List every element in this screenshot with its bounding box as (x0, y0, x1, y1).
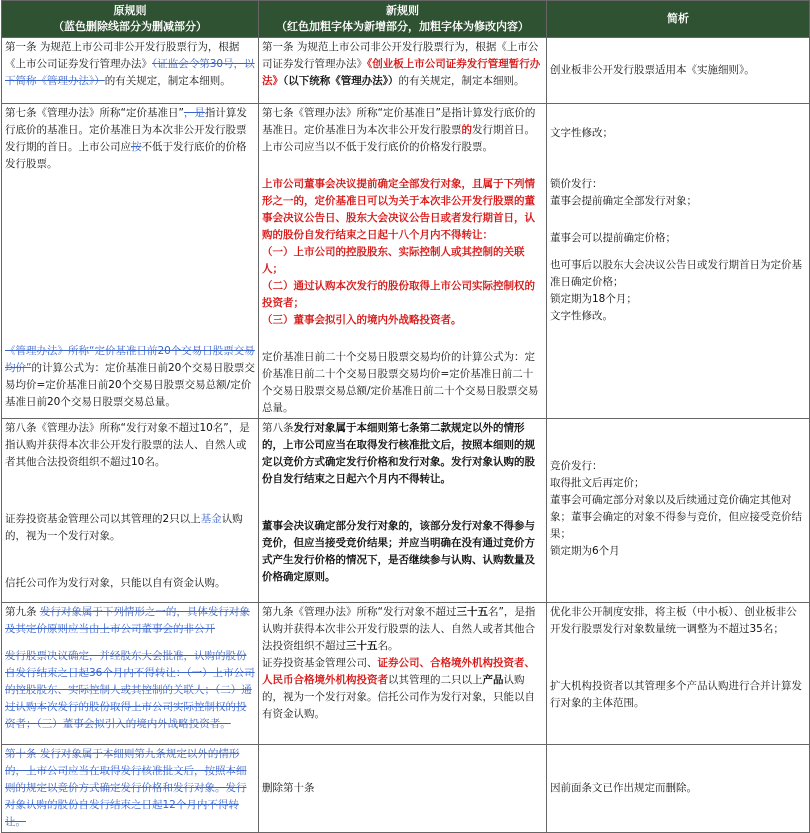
analysis-cell (547, 745, 810, 833)
added-text: （一）上市公司的控股股东、实际控制人或其控制的关联人； (262, 246, 525, 275)
new-text: 第八条 (262, 422, 294, 434)
table-row (2, 419, 810, 603)
old-text: 认购的，视为一个发行对象。 (5, 513, 243, 542)
new-text: 认购的，视为一个发行对象。信托公司作为发行对象，只能以自有资金认购。 (262, 674, 535, 720)
analysis-text: 董事会可确定部分对象以及后续通过竞价确定其他对象；董事会确定的对象不得参与竞价，但应接受竞价结果； (550, 494, 802, 540)
old-text: 的有关规定，制定本细则。 (104, 75, 231, 87)
added-text: （三）董事会拟引入的境内外战略投资者。 (262, 314, 462, 326)
analysis-text: 取得批文后再定价； (550, 477, 645, 489)
analysis-text: 竞价发行： (550, 460, 603, 472)
new-rule-cell (259, 104, 547, 419)
table-row (2, 38, 810, 104)
new-text: 名”，是指认购并获得本次非公开发行股票的法人、自然人或者其他合法投资组织不超过 (262, 606, 536, 652)
old-rule-cell (2, 419, 259, 603)
analysis-text: 也可事后以股东大会决议公告日或发行期首日为定价基准日确定价格； (550, 259, 802, 288)
analysis-text: 因前面条文已作出规定而删除。 (550, 782, 697, 794)
analysis-text: 优化非公开制度安排，将主板（中小板）、创业板非公开发行股票发行对象数量统一调整为不超过35名； (550, 606, 797, 635)
analysis-text: 创业板非公开发行股票适用本《实施细则》。 (550, 64, 755, 76)
comparison-table (1, 0, 810, 833)
new-rule-cell (259, 38, 547, 104)
analysis-text: 锁定期为18个月； (550, 293, 637, 305)
added-text: 证券公司、合格境外机构投资者、人民币合格境外机构投资者 (262, 657, 535, 686)
header-old-subtitle: （蓝色删除线部分为删减部分） (53, 20, 207, 33)
old-text: 证券投资基金管理公司以其管理的2只以上 (5, 513, 201, 525)
old-text: 不低于发行底价的价格发行股票。 (5, 141, 247, 170)
deleted-text: （证监会令第30号，以下简称《管理办法》） (5, 58, 255, 87)
new-text: 第一条 为规范上市公司非公开发行股票行为，根据《上市公司证券发行管理办法》 (262, 41, 539, 70)
deleted-text: 第十条 发行对象属于本细则第九条规定以外的情形的，上市公司应当在取得发行核准批文后，按照本细则的规定以竞价方式确定发行价格和发行对象。发行对象认购的股份自发行结束之日起12个月内不得转让。 (5, 748, 247, 828)
deleted-text: ，是 (183, 107, 205, 119)
added-text: 上市公司董事会决议提前确定全部发行对象，且属于下列情形之一的，定价基准日可以为关于本次非公开发行股票的董事会决议公告日、股东大会决议公告日或者发行期首日，认购的股份自发行结束之日起十八个月内不得转让： (262, 178, 535, 241)
header-row (2, 1, 810, 38)
new-text: 名。 (377, 640, 399, 652)
old-text: 第八条《管理办法》所称“发行对象不超过10名”，是指认购并获得本次非公开发行股票的法人、自然人或者其他合法投资组织不超过10名。 (5, 422, 250, 468)
header-analysis-title: 简析 (667, 12, 689, 25)
modified-text: 产品 (482, 674, 504, 686)
modified-text: 董事会决议确定部分发行对象的，该部分发行对象不得参与竞价，但应当接受竞价结果；并应当明确在没有通过竞价方式产生发行价格的情况下，是否继续参与认购、认购数量及价格确定原则。 (262, 520, 535, 583)
new-text: 删除第十条 (262, 782, 315, 794)
analysis-cell (547, 104, 810, 419)
modified-text: 三十五 (346, 640, 378, 652)
analysis-cell (547, 603, 810, 745)
table-row (2, 745, 810, 833)
new-text: 第九条《管理办法》所称“发行对象不超过 (262, 606, 457, 618)
analysis-text: 文字性修改； (550, 127, 613, 139)
analysis-text: 董事会可以提前确定价格； (550, 232, 676, 244)
analysis-text: 扩大机构投资者以其管理多个产品认购进行合并计算发行对象的主体范围。 (550, 680, 802, 709)
old-rule-cell (2, 38, 259, 104)
header-new-rules (259, 1, 547, 38)
old-text: 第九条 (5, 606, 40, 618)
new-text: 的有关规定，制定本细则。 (398, 75, 525, 87)
analysis-cell (547, 419, 810, 603)
old-text: 的计算公式为：定价基准日前20个交易日股票交易均价=定价基准日前20个交易日股票交易总额/定价基准日前20个交易日股票交易总量。 (5, 362, 255, 408)
modified-text: 三十五 (456, 606, 488, 618)
modified-text: （以下统称《管理办法》） (283, 75, 399, 87)
analysis-cell (547, 38, 810, 104)
deleted-text: 《管理办法》所称“定价基准日前20个交易日股票交易均价” (5, 345, 255, 374)
added-text: 的 (461, 124, 472, 136)
changed-text: 基金 (200, 513, 222, 525)
deleted-text: 发行对象属于下列情形之一的，具体发行对象及其定价原则应当由上市公司董事会的非公开 (5, 606, 250, 635)
header-new-title: 新规则 (386, 4, 419, 17)
header-new-subtitle: （红色加粗字体为新增部分，加粗字体为修改内容） (276, 20, 529, 33)
old-text: 第一条 为规范上市公司非公开发行股票行为，根据《上市公司证券发行管理办法》 (5, 41, 240, 70)
table-row (2, 603, 810, 745)
new-rule-cell (259, 603, 547, 745)
deleted-text: 按 (131, 141, 142, 153)
analysis-text: 锁定期为6个月 (550, 545, 620, 557)
table-row (2, 104, 810, 419)
old-rule-cell (2, 603, 259, 745)
added-text: 《创业板上市公司证券发行管理暂行办法》 (262, 58, 541, 87)
new-text: 第七条《管理办法》所称“定价基准日”是指计算发行底价的基准日。定价基准日为本次非公开发行股票 (262, 107, 536, 136)
new-rule-cell (259, 419, 547, 603)
new-text: 定价基准日前二十个交易日股票交易均价的计算公式为：定价基准日前二十个交易日股票交易均价=定价基准日前二十个交易日股票交易总额/定价基准日前二十个交易日股票交易总量。 (262, 351, 539, 414)
old-rule-cell (2, 104, 259, 419)
deleted-text: 发行股票决议确定，并经股东大会批准，认购的股份自发行结束之日起36个月内不得转让：（一）上市公司的控股股东、实际控制人或其控制的关联人；（二）通过认购本次发行的股份取得上市公司实际控制权的投资者；（三）董事会拟引入的境内外战略投资者。 (5, 650, 255, 730)
new-text: 证券投资基金管理公司、 (262, 657, 378, 669)
analysis-text: 董事会提前确定全部发行对象； (550, 195, 697, 207)
new-text: 以其管理的二只以上 (388, 674, 483, 686)
analysis-text: 锁价发行： (550, 178, 603, 190)
old-text: 指计算发行底价的基准日。定价基准日为本次非公开发行股票发行期的首日。上市公司应 (5, 107, 247, 153)
old-text: 第七条《管理办法》所称“定价基准日” (5, 107, 184, 119)
added-text: （二）通过认购本次发行的股份取得上市公司实际控制权的投资者； (262, 280, 535, 309)
new-text: 发行期首日。上市公司应当以不低于发行底价的价格发行股票。 (262, 124, 535, 153)
old-rule-cell (2, 745, 259, 833)
analysis-text: 文字性修改。 (550, 310, 613, 322)
header-old-title: 原规则 (113, 4, 147, 17)
modified-text: 发行对象属于本细则第七条第二款规定以外的情形的，上市公司应当在取得发行核准批文后，按照本细则的规定以竞价方式确定发行价格和发行对象。发行对象认购的股份自发行结束之日起六个月内不得转让。 (262, 422, 535, 485)
header-old-rules (2, 1, 259, 38)
new-rule-cell (259, 745, 547, 833)
header-analysis (547, 1, 810, 38)
old-text: 信托公司作为发行对象，只能以自有资金认购。 (5, 577, 226, 589)
